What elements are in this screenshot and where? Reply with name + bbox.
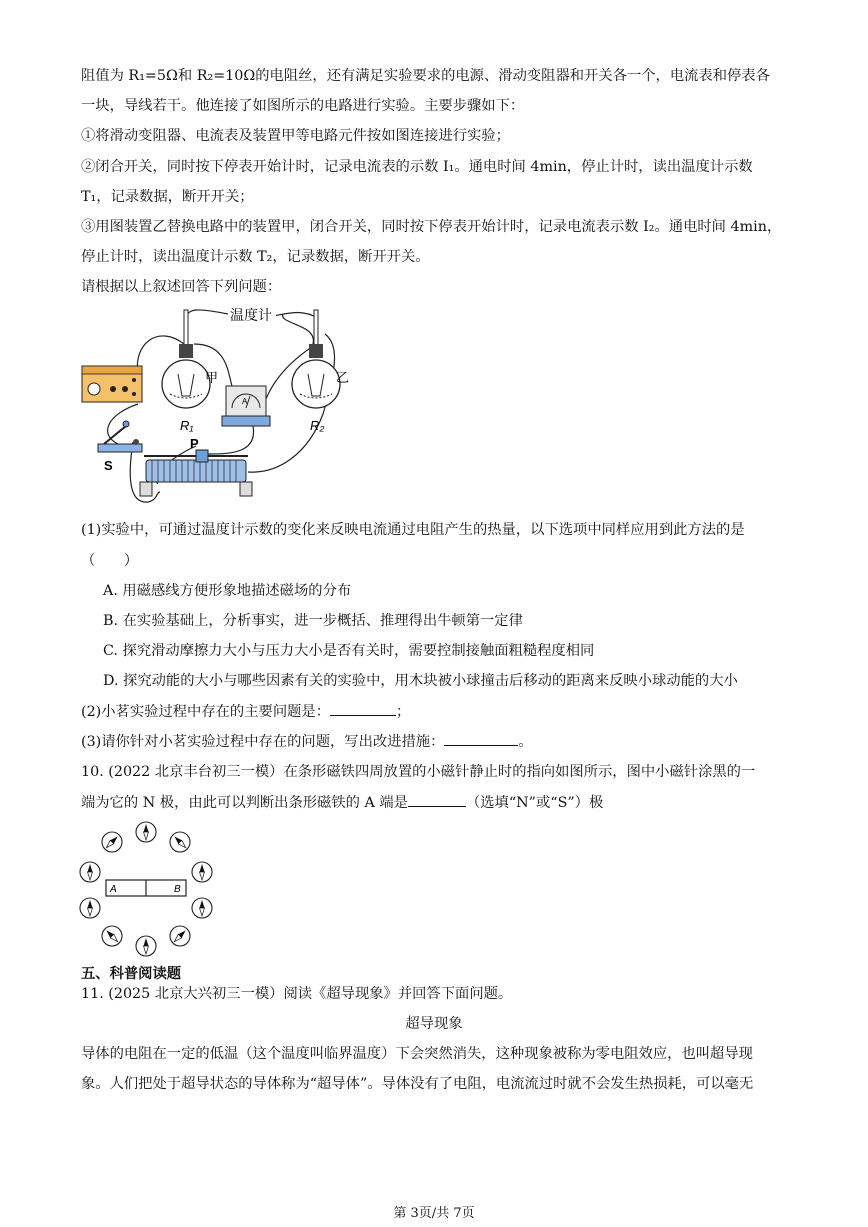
q9-sub3 <box>81 731 533 752</box>
compass-needle-icon <box>98 922 126 950</box>
q10-line-2 <box>81 792 603 813</box>
ammeter-icon <box>222 386 270 426</box>
q9-sub2-blank[interactable] <box>330 701 396 716</box>
flask-jia-icon <box>162 310 210 408</box>
q9-sub3-blank[interactable] <box>444 731 518 746</box>
q9-intro-line-1: 阻值为 R₁=5Ω和 R₂=10Ω的电阻丝，还有满足实验要求的电源、滑动变阻器和开关各一个，电流表和停表各 <box>81 68 770 84</box>
q9-option-a: A. 用磁感线方便形象地描述磁场的分布 <box>103 583 352 599</box>
q10-line-2a: 端为它的 N 极，由此可以判断出条形磁铁的 A 端是 <box>81 795 408 811</box>
switch-icon <box>98 421 142 452</box>
q9-option-c: C. 探究滑动摩擦力大小与压力大小是否有关时，需要控制接触面粗糙程度相同 <box>103 643 595 659</box>
jia-label: 甲 <box>205 370 219 385</box>
ammeter-a-label: A <box>242 397 248 406</box>
page-footer: 第 3页/共 7页 <box>393 1206 475 1221</box>
q9-sub3-end: 。 <box>518 734 533 750</box>
yi-label: 乙 <box>336 370 350 385</box>
compass-needle-icon <box>136 822 156 842</box>
compass-needle-icon <box>166 922 194 950</box>
magnet-figure <box>76 820 220 962</box>
rheostat-icon <box>140 450 252 496</box>
compass-needle-icon <box>80 898 100 918</box>
q9-sub1-line-2: （ ） <box>81 553 139 569</box>
q10-blank[interactable] <box>408 792 466 807</box>
q9-sub2 <box>81 701 410 722</box>
article-para-line-1: 导体的电阻在一定的低温（这个温度叫临界温度）下会突然消失，这种现象被称为零电阻效应，也叫超导现 <box>81 1046 753 1062</box>
q9-sub1-line-1: (1)实验中，可通过温度计示数的变化来反映电流通过电阻产生的热量，以下选项中同样应用到此方法的是 <box>81 522 745 538</box>
s-label: S <box>104 458 113 473</box>
q9-step-1: ①将滑动变阻器、电流表及装置甲等电路元件按如图连接进行实验； <box>81 128 510 144</box>
q9-sub2-end: ； <box>396 704 411 720</box>
power-supply-icon <box>82 366 142 402</box>
q9-sub3-text: (3)请你针对小茗实验过程中存在的问题，写出改进措施： <box>81 734 445 750</box>
q9-step-2a: ②闭合开关，同时按下停表开始计时，记录电流表的示数 I₁。通电时间 4min，停止计时，读出温度计示数 <box>81 159 753 175</box>
compass-needle-icon <box>192 862 212 882</box>
article-para-line-2: 象。人们把处于超导状态的导体称为“超导体”。导体没有了电阻，电流流过时就不会发生热损耗，可以毫无 <box>81 1076 754 1092</box>
compass-needle-icon <box>166 828 194 856</box>
q9-option-d: D. 探究动能的大小与哪些因素有关的实验中，用木块被小球撞击后移动的距离来反映小球动能的大小 <box>103 673 738 689</box>
q9-step-3a: ③用图装置乙替换电路中的装置甲，闭合开关，同时按下停表开始计时，记录电流表示数 I₂。通电时间 4min， <box>81 219 782 235</box>
q11-line: 11. (2025 北京大兴初三一模）阅读《超导现象》并回答下面问题。 <box>81 986 513 1002</box>
q10-line-2b: （选填“N”或“S”）极 <box>465 795 604 811</box>
q9-step-3b: 停止计时，读出温度计示数 T₂，记录数据，断开开关。 <box>81 249 430 265</box>
compass-needle-icon <box>136 936 156 956</box>
r1-label: R₁ <box>180 418 194 433</box>
thermometer-label: 温度计 <box>230 307 272 323</box>
q9-intro-line-2: 一块，导线若干。他连接了如图所示的电路进行实验。主要步骤如下： <box>81 98 525 114</box>
compass-needle-icon <box>192 898 212 918</box>
magnet-b-label: B <box>174 884 181 895</box>
article-title: 超导现象 <box>405 1016 463 1032</box>
q9-step-2b: T₁，记录数据，断开开关； <box>81 189 254 205</box>
p-label: P <box>190 436 199 451</box>
magnet-a-label: A <box>110 884 117 895</box>
q9-prompt: 请根据以上叙述回答下列问题： <box>81 279 282 295</box>
section-5-heading: 五、科普阅读题 <box>81 966 182 982</box>
compass-needle-icon <box>80 862 100 882</box>
circuit-figure <box>78 304 368 510</box>
q9-option-b: B. 在实验基础上，分析事实，进一步概括、推理得出牛顿第一定律 <box>103 613 523 629</box>
compass-needle-icon <box>98 828 126 856</box>
q10-line-1: 10. (2022 北京丰台初三一模）在条形磁铁四周放置的小磁针静止时的指向如图所示，图中小磁针涂黑的一 <box>81 764 756 780</box>
q9-sub2-text: (2)小茗实验过程中存在的主要问题是： <box>81 704 330 720</box>
flask-yi-icon <box>292 310 340 408</box>
r2-label: R₂ <box>310 418 325 433</box>
